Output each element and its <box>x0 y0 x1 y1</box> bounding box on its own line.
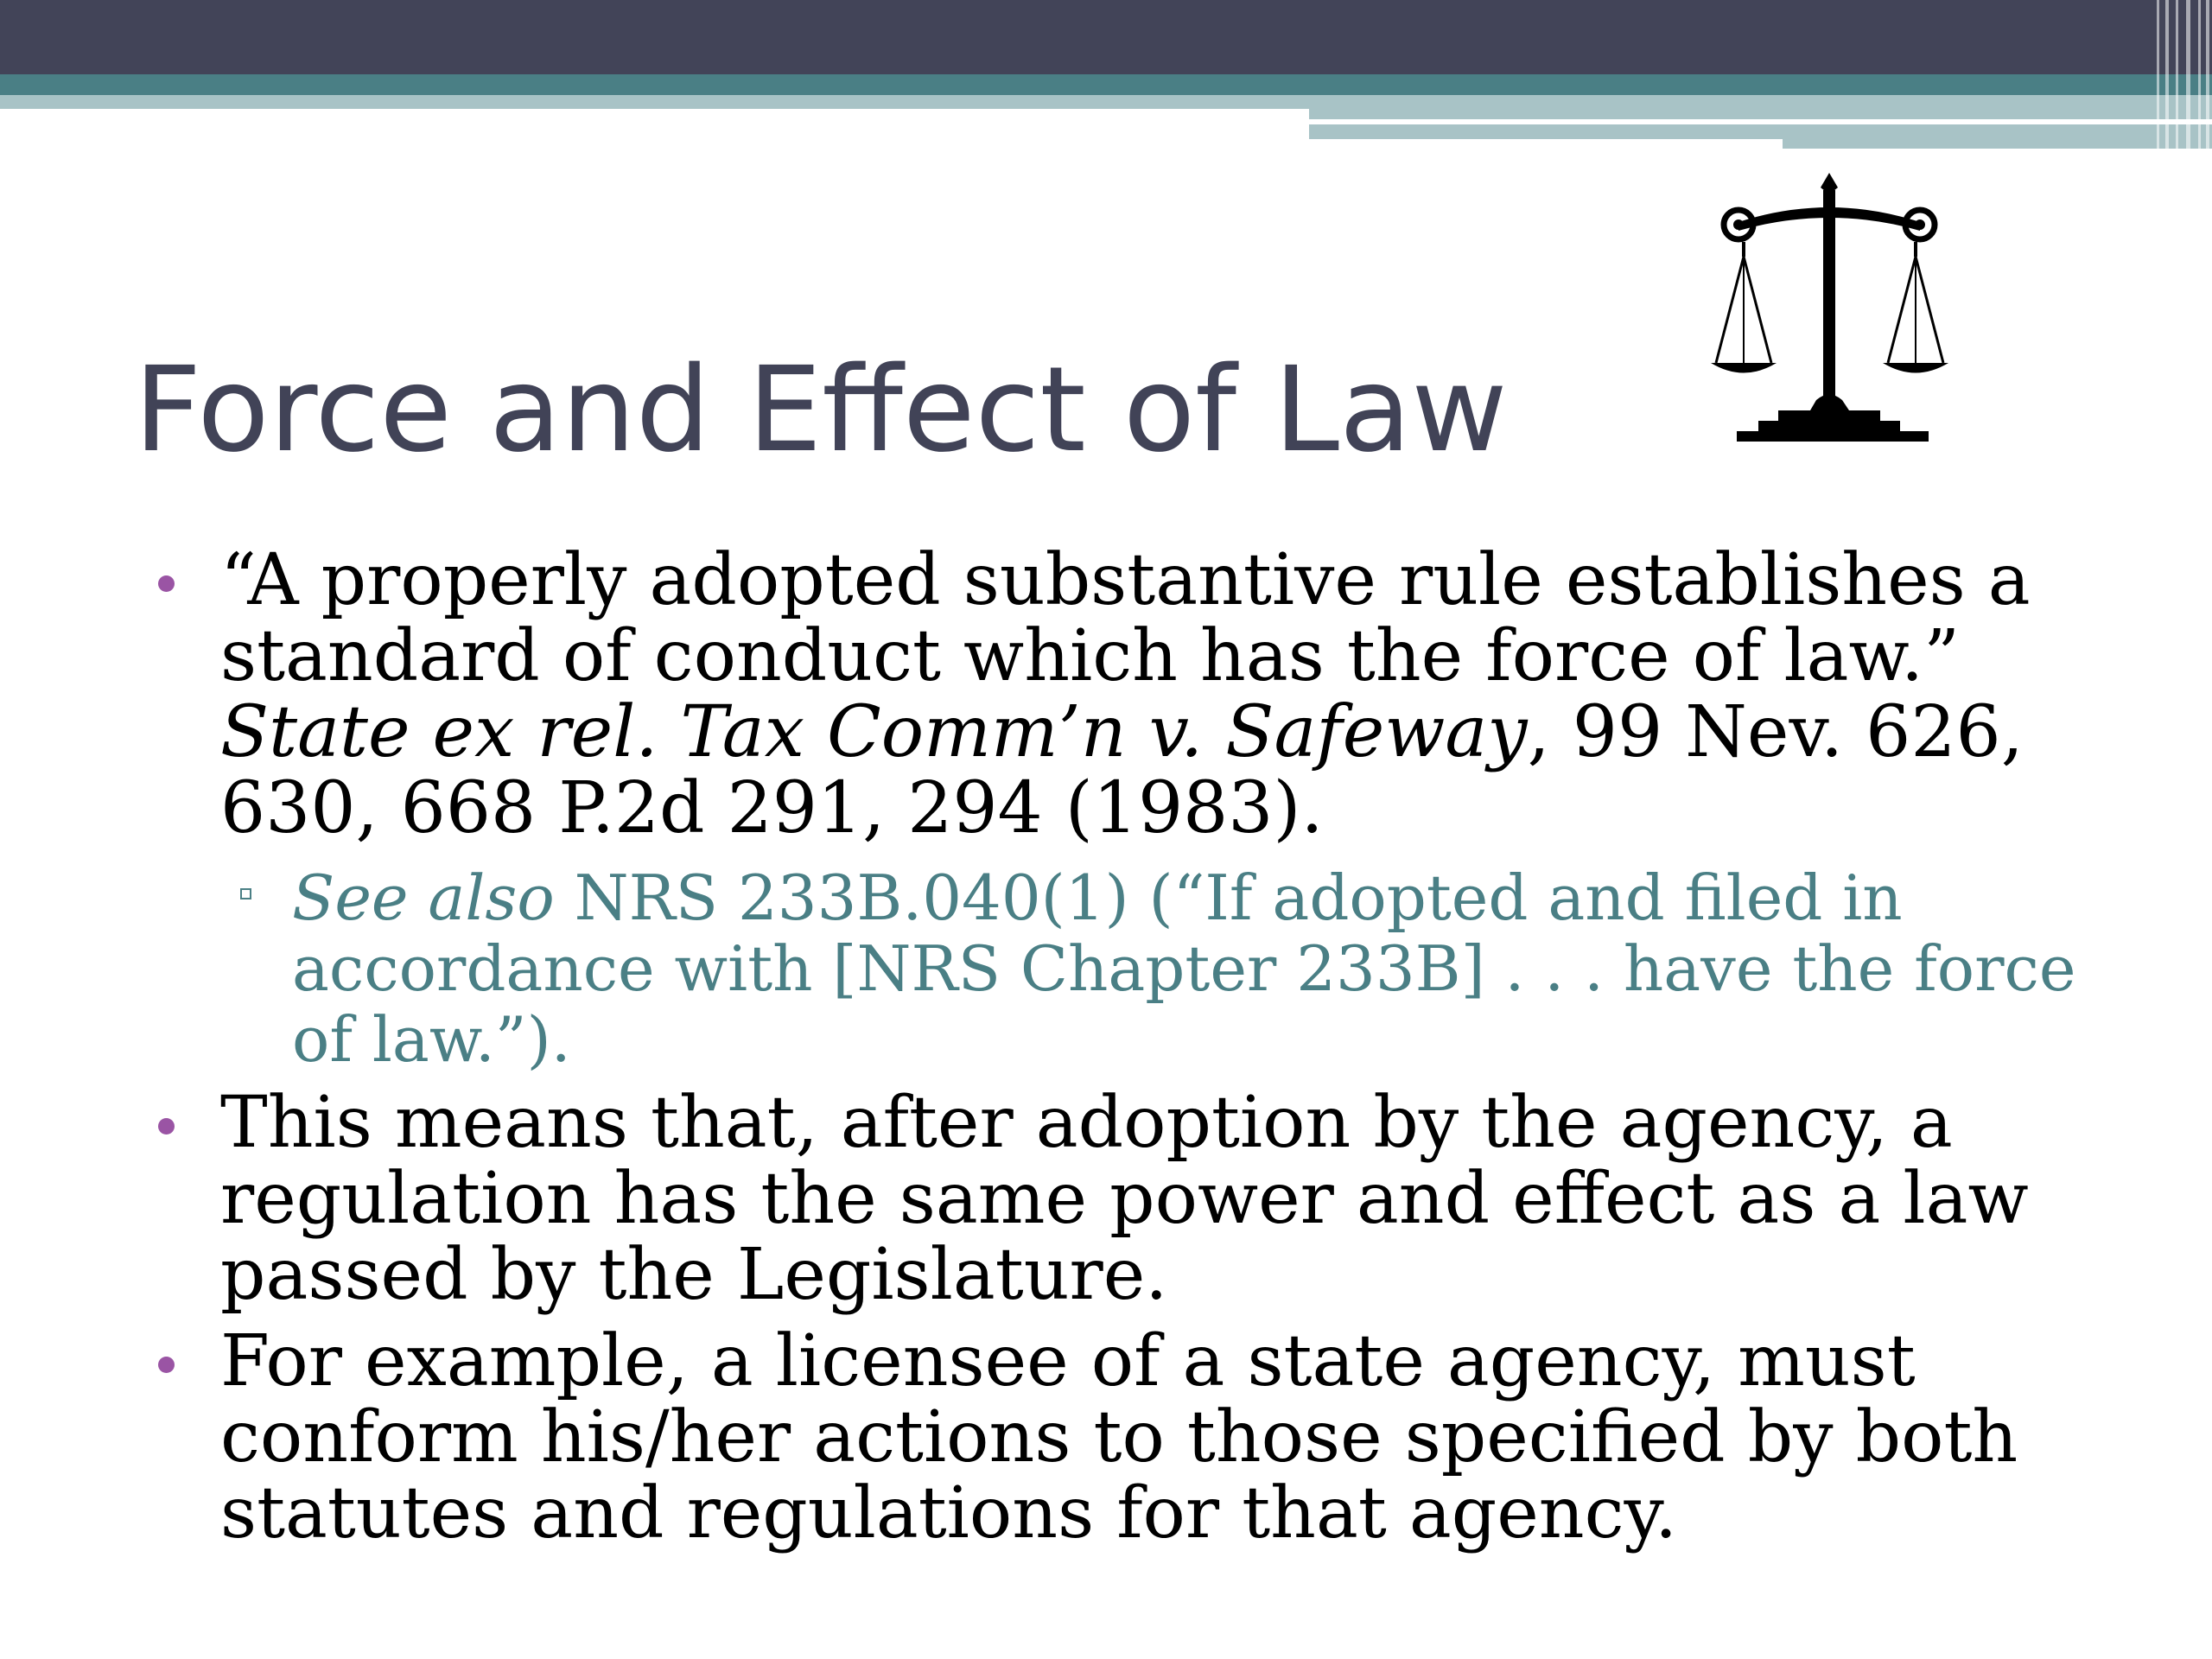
bullet-item-3 <box>220 1320 2121 1554</box>
header-banner-dark <box>0 0 2212 74</box>
slide-body <box>220 539 2121 1554</box>
sub-bullet-marker <box>240 888 251 899</box>
citation-signal: See also <box>292 861 555 934</box>
bullet-text-1 <box>220 539 2121 849</box>
scales-of-justice-icon <box>1711 168 1948 454</box>
quote-text: “A properly adopted substantive rule establishes a standard of conduct which has the force of law.” <box>220 539 2031 697</box>
bullet-dot <box>158 1118 175 1135</box>
header-banner-lower-divider <box>1309 139 1783 149</box>
header-banner-light-right <box>1309 95 2212 119</box>
bullet-text-3: For example, a licensee of a state agency, must conform his/her actions to those specified by both statutes and regulations for that agency. <box>220 1320 2018 1554</box>
bullet-item-2 <box>220 1082 2121 1316</box>
header-banner-stripes <box>2152 0 2212 149</box>
header-banner-teal <box>0 74 2212 95</box>
sub-bullet-text <box>292 862 2121 1075</box>
slide-title: Force and Effect of Law <box>134 342 1508 479</box>
case-name: State ex rel. Tax Comm’n v. Safeway <box>220 691 1528 773</box>
bullet-item-1 <box>220 539 2121 1076</box>
case-citation: , 99 Nev. 626, 630, 668 P.2d 291, 294 (1983). <box>220 691 2024 849</box>
sub-bullet-item <box>292 862 2121 1075</box>
sub-bullet-body: NRS 233B.040(1) (“If adopted and filed in accordance with [NRS Chapter 233B] . . . have the force of law.”). <box>292 861 2076 1076</box>
bullet-dot <box>158 1357 175 1373</box>
header-banner-light-left <box>0 95 1309 109</box>
bullet-text-2: This means that, after adoption by the agency, a regulation has the same power and effect as a law passed by the Legislature. <box>220 1082 2029 1316</box>
bullet-dot <box>158 575 175 592</box>
